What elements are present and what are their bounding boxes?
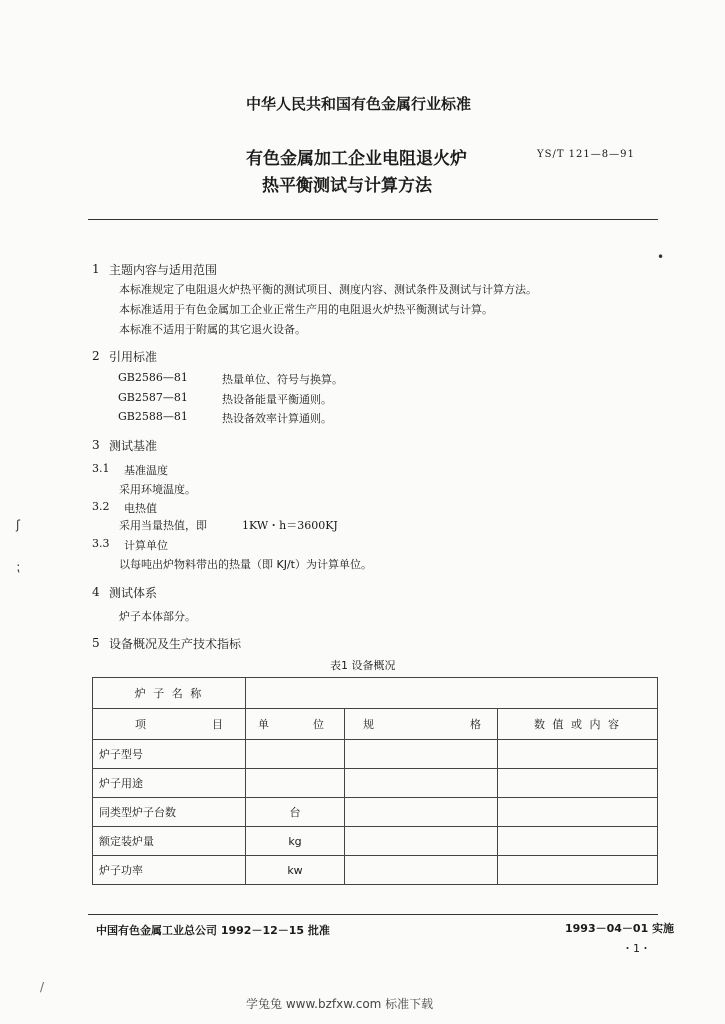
section-3-2-text: 采用当量热值，即 [119,519,207,532]
section-3-3-text: 以每吨出炉物料带出的热量（即 KJ/t）为计算单位。 [119,558,372,571]
row-value [498,740,658,769]
table-row [93,769,658,798]
furnace-name-row [93,678,658,709]
reference-code-3: GB2588—81 [118,410,188,423]
energy-conversion-formula: 1KW・h＝3600KJ [242,519,338,532]
header-item-cell [93,709,246,740]
section-4-heading: 测试体系 [109,586,158,600]
section-3-2-number: 3.2 [92,500,110,513]
section-3-number: 3 [92,438,100,452]
approval-statement: 中国有色金属工业总公司 1992－12－15 批准 [96,924,330,937]
document-title-line2: 热平衡测试与计算方法 [262,176,432,196]
row-unit [246,769,345,798]
row-value [498,856,658,885]
section-4-number: 4 [92,585,100,599]
row-item: 炉子型号 [93,740,246,769]
table-row [93,740,658,769]
scan-mark: ⁏ [16,560,21,574]
reference-title-2: 热设备能量平衡通则。 [222,393,332,406]
row-value [498,798,658,827]
row-unit: kw [246,856,345,885]
header-item-b: 目 [212,718,223,731]
page-number: ・1・ [622,942,651,955]
reference-title-1: 热量单位、符号与换算。 [222,373,343,386]
section-3-2-heading: 电热值 [124,502,157,515]
section-2-heading: 引用标准 [109,350,158,364]
row-item: 同类型炉子台数 [93,798,246,827]
header-unit-b: 位 [313,718,324,731]
row-spec [345,798,498,827]
furnace-name-label: 炉 子 名 称 [134,687,204,700]
furnace-name-label-cell [93,678,246,709]
section-2-number: 2 [92,349,100,363]
equipment-overview-table [92,677,658,885]
implementation-date: 1993－04－01 实施 [565,922,675,935]
header-value: 数 值 或 内 容 [534,718,621,731]
scan-mark: ʃ [16,518,21,532]
header-item-a: 项 [135,718,146,731]
section-1-paragraph-2: 本标准适用于有色金属加工企业正常生产用的电阻退火炉热平衡测试与计算。 [119,303,493,316]
row-value [498,769,658,798]
document-title-line1: 有色金属加工企业电阻退火炉 [246,149,467,169]
reference-title-3: 热设备效率计算通则。 [222,412,332,425]
section-1-number: 1 [92,262,100,276]
row-item: 炉子功率 [93,856,246,885]
section-3-1-heading: 基准温度 [124,464,168,477]
table-caption: 表1 设备概况 [330,659,396,672]
row-unit: 台 [246,798,345,827]
column-header-row [93,709,658,740]
header-unit-cell [246,709,345,740]
section-3-3-heading: 计算单位 [124,539,168,552]
header-rule [88,219,658,220]
row-spec [345,856,498,885]
watermark-text: 学兔兔 www.bzfxw.com 标准下载 [246,997,434,1011]
table-row [93,798,658,827]
header-value-cell [498,709,658,740]
row-item: 炉子用途 [93,769,246,798]
furnace-name-value-cell [246,678,658,709]
speck-mark: • [657,250,665,264]
section-1-paragraph-1: 本标准规定了电阻退火炉热平衡的测试项目、测度内容、测试条件及测试与计算方法。 [119,283,537,296]
section-4-text: 炉子本体部分。 [119,610,196,623]
header-unit-a: 单 [258,718,269,731]
row-spec [345,827,498,856]
section-1-heading: 主题内容与适用范围 [109,263,218,277]
table-row [93,856,658,885]
header-spec-b: 格 [470,718,481,731]
section-1-paragraph-3: 本标准不适用于附属的其它退火设备。 [119,323,306,336]
row-item: 额定装炉量 [93,827,246,856]
section-5-heading: 设备概况及生产技术指标 [109,637,242,651]
scan-mark: / [40,980,45,994]
org-standard-title: 中华人民共和国有色金属行业标准 [246,95,472,113]
section-3-1-number: 3.1 [92,462,110,475]
reference-code-1: GB2586—81 [118,371,188,384]
row-unit [246,740,345,769]
row-unit: kg [246,827,345,856]
standard-code: YS/T 121—8—91 [537,149,635,160]
section-3-1-text: 采用环境温度。 [119,483,196,496]
table-row [93,827,658,856]
row-spec [345,769,498,798]
section-5-number: 5 [92,636,100,650]
reference-code-2: GB2587—81 [118,391,188,404]
section-3-heading: 测试基准 [109,439,158,453]
section-3-3-number: 3.3 [92,537,110,550]
footer-rule [88,914,658,915]
header-spec-a: 规 [363,718,374,731]
header-spec-cell [345,709,498,740]
row-value [498,827,658,856]
row-spec [345,740,498,769]
